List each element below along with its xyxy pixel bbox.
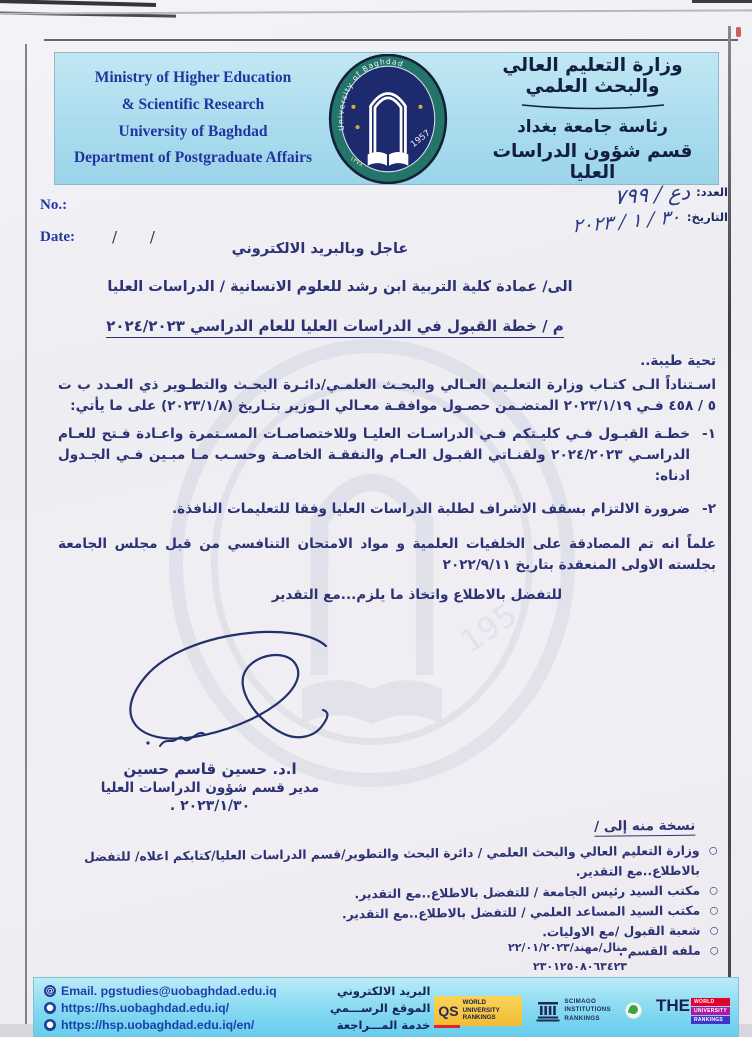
- the-bar-university: UNIVERSITY: [691, 1007, 730, 1015]
- service-label-arabic: خدمة المـــراجعة: [336, 1018, 431, 1032]
- logo-hijri-year: ١٣٧٨: [348, 154, 365, 169]
- the-rankings-logo: [655, 995, 730, 1024]
- item-1-text: خطـة القبـول فـي كليـتكم فـي الدراسـات العليـا وللاختصاصـات المسـتمرة واعـادة فـتح للعـام الدراسـي ٢٠٢٤/٢٠٢٣ ولقنـاتي القبـول العـام والنفقـة الخاصـة وحسـب مـا مبـين فـي الجـدول ادناه:: [58, 425, 690, 484]
- email-label-arabic: البريد الالكتروني: [336, 984, 431, 998]
- scimago-building-icon: [536, 1000, 560, 1022]
- en-line-1: Ministry of Higher Education: [94, 69, 292, 87]
- footer-row-email: [44, 983, 434, 999]
- paper-left-edge: [25, 44, 27, 1024]
- ministry-name-english: [55, 65, 323, 172]
- subject-wrap: [70, 316, 600, 338]
- logo-year-text: 1957: [409, 127, 433, 150]
- signatory-title: مدير قسم شؤون الدراسات العليا: [100, 780, 320, 796]
- circle-bullet-icon: ○: [709, 905, 719, 917]
- cc-item-2-text: مكتب السيد رئيس الجامعة / للتفضل بالاطلاع..مع التقدير.: [354, 883, 701, 902]
- qs-line-2: UNIVERSITY: [462, 1006, 500, 1014]
- letterhead: [54, 52, 719, 185]
- svg-text:1957: 1957: [453, 585, 541, 661]
- cc-heading: نسخة منه إلى /: [594, 817, 696, 835]
- signatory-name: ا.د. حسين قاسم حسين: [123, 760, 297, 778]
- globe-icon: ●: [44, 1002, 56, 1014]
- subject-line: م / خطة القبول في الدراسات العليا للعام الدراسي ٢٠٢٤/٢٠٢٣: [106, 317, 564, 338]
- note-paragraph: علماً انه تم المصادقة على الخلفيات العلمية و مواد الامتحان التنافسي من قبل مجلس الجامعة بجلسته الاولى المنعقدة بتاريخ ٢٠٢٢/٩/١١: [58, 536, 716, 574]
- scimago-line-1: SCIMAGO: [564, 998, 597, 1006]
- paper-top-edge: [0, 9, 752, 14]
- globe-icon: ●: [44, 1019, 56, 1031]
- scimago-line-3: RANKINGS: [564, 1014, 600, 1022]
- ministry-name-arabic: [453, 55, 718, 183]
- intro-paragraph: اسـتناداً الـى كتـاب وزارة التعلـيم العـالي والبحـث العلمـي/دائـرة البحـث والتطـوير ذي العـدد ب ت ٥ / ٤٥٨ فـي ٢٠٢٣/١/١٩ المتضـمن حصـول موافقـة معـالي الـوزير بتـاريخ (٢٠٢٣/١/٨) على ما يأتي:: [58, 376, 716, 414]
- the-bar-world: WORLD: [691, 998, 730, 1006]
- cc-item-5-text: ملفه القسم .: [618, 943, 701, 959]
- cc-item-4-text: شعبة القبول /مع الاوليات.: [542, 923, 701, 939]
- handwritten-ref-number: دع / ٧٩٩: [613, 179, 691, 210]
- ranking-logos: [434, 983, 730, 1036]
- handwritten-reference: [482, 179, 728, 238]
- en-line-3: University of Baghdad: [118, 122, 268, 140]
- scimago-logo-text: [564, 998, 611, 1022]
- ar-line-2: رئاسة جامعة بغداد: [517, 116, 668, 137]
- urgency-line: عاجل وبالبريد الالكتروني: [231, 241, 409, 257]
- scimago-logo: [536, 998, 611, 1022]
- ar-line-3: قسم شؤون الدراسات العليا: [492, 140, 693, 183]
- website-url: https://hs.uobaghdad.edu.iq/: [61, 1001, 230, 1015]
- item-1-marker: ١-: [702, 425, 716, 442]
- circle-bullet-icon: ○: [709, 885, 719, 897]
- numbered-item-2: [58, 499, 716, 520]
- letter-body: [58, 351, 716, 606]
- closing-line: للتفضل بالاطلاع واتخاذ ما يلزم...مع التقدير: [271, 587, 563, 604]
- typist-note: منال/مهند/٢٢/٠١/٢٠٢٣: [508, 941, 628, 954]
- item-2-marker: ٢-: [702, 500, 716, 517]
- cc-item-3-text: مكتب السيد المساعد العلمي / للتفضل بالاطلاع..مع التقدير.: [341, 903, 701, 922]
- circle-bullet-icon: ○: [709, 944, 719, 957]
- qs-logo-mark: QS: [438, 1002, 459, 1019]
- qs-line-3: RANKINGS: [462, 1014, 496, 1022]
- ref-no-label: No.:: [40, 197, 68, 213]
- green-globe-logo: [625, 1002, 642, 1019]
- page-frame-line: [44, 39, 738, 41]
- item-2-text: ضرورة الالتزام بسقف الاشراف لطلبة الدراسات العليا وفقا للتعليمات النافذة.: [172, 500, 690, 517]
- footer-row-website: [44, 1000, 434, 1016]
- calligraphy-swash-icon: [518, 103, 668, 110]
- qs-line-1: WORLD: [462, 998, 487, 1006]
- signature-block: [90, 760, 330, 814]
- the-logo-bars: [691, 998, 730, 1024]
- the-bar-rankings: RANKINGS: [691, 1016, 730, 1024]
- ar-line-1: وزارة التعليم العالي والبحث العلمي: [502, 54, 683, 97]
- en-line-2: & Scientific Research: [121, 95, 265, 113]
- scan-edge-artifact: [0, 0, 156, 7]
- scimago-line-2: INSTITUTIONS: [564, 1006, 611, 1014]
- ref-date-label: Date:: [40, 229, 75, 245]
- paper-right-edge: [728, 26, 731, 1024]
- numbered-item-1: [58, 424, 716, 487]
- university-of-baghdad-logo-icon: [327, 54, 449, 184]
- logo-arc-text: University of Baghdad: [336, 56, 405, 131]
- en-line-4: Department of Postgraduate Affairs: [73, 149, 313, 167]
- qs-rankings-logo: [434, 996, 522, 1026]
- qs-red-underline: [434, 1025, 460, 1028]
- greeting: تحية طيبة..: [640, 353, 716, 369]
- ref-date-slashes: / /: [112, 228, 169, 246]
- circle-bullet-icon: ○: [708, 845, 718, 857]
- signature-date: ٢٠٢٣/١/٣٠ .: [169, 798, 251, 814]
- cc-item-1-text: وزارة التعليم العالي والبحث العلمي / دائرة البحث والتطوير/قسم الدراسات العليا/كتابكم اعلاه/ للتفضل بالاطلاع..مع التقدير.: [83, 843, 700, 879]
- footer-band: [33, 977, 739, 1037]
- the-logo-mark: THE: [655, 995, 690, 1015]
- qs-logo-text: [463, 999, 500, 1022]
- website-label-arabic: الموقع الرســـمي: [329, 1001, 431, 1015]
- service-url: https://hsp.uobaghdad.edu.iq/en/: [61, 1018, 255, 1032]
- reference-number-line: ٢٣٠١٢٥٠٨٠٦٣٤٢٣: [533, 960, 627, 973]
- email-at-icon: @: [45, 986, 55, 996]
- signature-scribble: [98, 624, 348, 764]
- footer-row-service: [44, 1017, 434, 1033]
- recipient-line: الى/ عمادة كلية التربية ابن رشد للعلوم الانسانية / الدراسات العليا: [107, 279, 573, 295]
- handwritten-date: ٣٠ / ١ / ٢٠٢٣: [572, 205, 682, 238]
- email-address: Email. pgstudies@uobaghdad.edu.iq: [61, 984, 277, 998]
- scan-red-mark: [736, 27, 741, 37]
- scan-edge-artifact: [692, 0, 752, 3]
- circle-bullet-icon: ○: [709, 925, 719, 937]
- date-label-arabic: التاريخ:: [686, 210, 728, 224]
- footer-contacts: [44, 983, 434, 1036]
- number-label-arabic: العدد:: [696, 185, 728, 199]
